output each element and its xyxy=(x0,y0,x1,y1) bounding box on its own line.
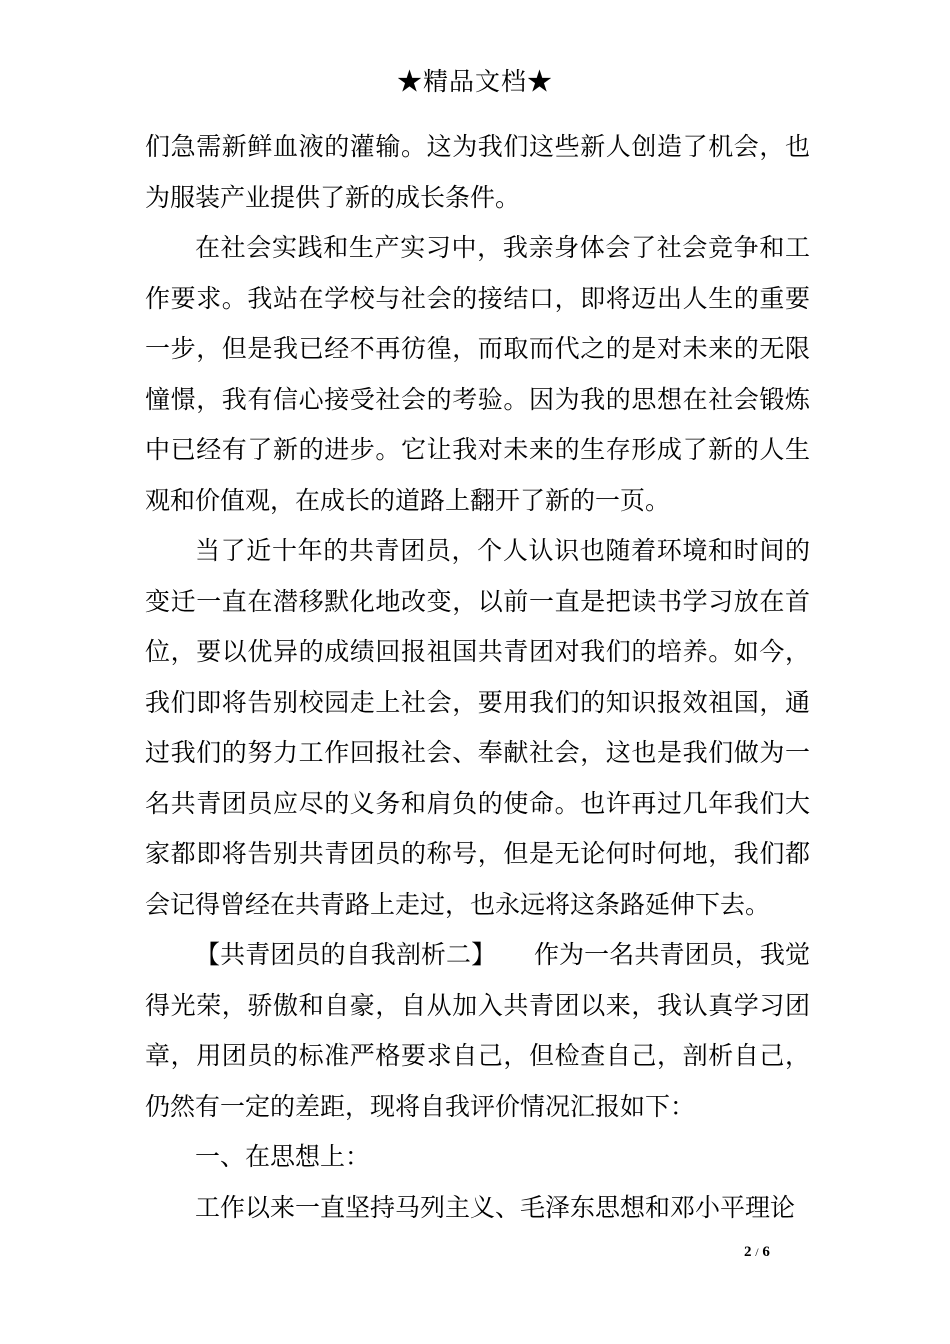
document-body xyxy=(145,122,810,1233)
paragraph: 工作以来一直坚持马列主义、毛泽东思想和邓小平理论 xyxy=(195,1192,796,1222)
page-separator: / xyxy=(755,1245,759,1259)
page-current: 2 xyxy=(744,1244,752,1260)
page-header: ★精品文档★ xyxy=(396,67,553,96)
page-number xyxy=(744,1244,770,1261)
paragraph-section-heading: 【共青团员的自我剖析二】 作为一名共青团员，我觉得光荣，骄傲和自豪，自从加入共青团以来，我认真学习团章，用团员的标准严格要求自己，但检查自己，剖析自己，仍然有一定的差距，现将自我评价情况汇报如下： xyxy=(145,940,810,1121)
paragraph-continued: 们急需新鲜血液的灌输。这为我们这些新人创造了机会，也为服装产业提供了新的成长条件。 xyxy=(145,132,810,212)
page-total: 6 xyxy=(762,1244,770,1260)
paragraph: 在社会实践和生产实习中，我亲身体会了社会竞争和工作要求。我站在学校与社会的接结口，即将迈出人生的重要一步，但是我已经不再彷徨，而取而代之的是对未来的无限憧憬，我有信心接受社会的考验。因为我的思想在社会锻炼中已经有了新的进步。它让我对未来的生存形成了新的人生观和价值观，在成长的道路上翻开了新的一页。 xyxy=(145,233,810,515)
paragraph-subheading: 一、在思想上： xyxy=(195,1142,371,1171)
paragraph: 当了近十年的共青团员，个人认识也随着环境和时间的变迁一直在潜移默化地改变，以前一直是把读书学习放在首位，要以优异的成绩回报祖国共青团对我们的培养。如今，我们即将告别校园走上社会，要用我们的知识报效祖国，通过我们的努力工作回报社会、奉献社会，这也是我们做为一名共青团员应尽的义务和肩负的使命。也许再过几年我们大家都即将告别共青团员的称号，但是无论何时何地，我们都会记得曾经在共青路上走过，也永远将这条路延伸下去。 xyxy=(145,536,810,919)
